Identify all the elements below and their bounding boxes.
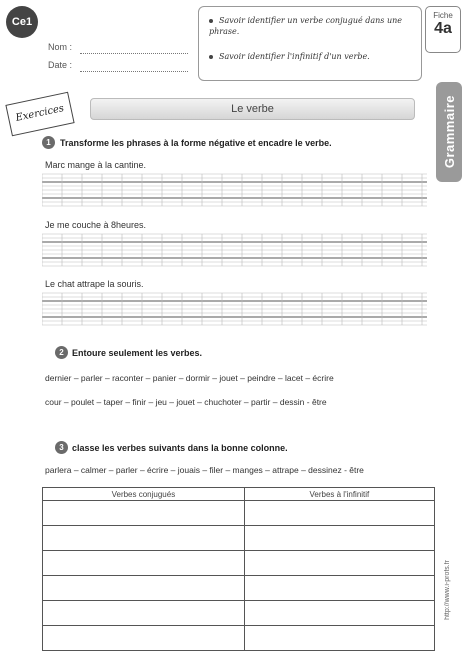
classification-table [42,487,435,651]
table-cell[interactable] [43,601,245,626]
bullet-icon [209,19,213,23]
date-field[interactable] [80,70,188,72]
objective-1: Savoir identifier un verbe conjugué dans une phrase. [209,16,402,36]
table-row [43,576,435,601]
table-cell[interactable] [244,601,434,626]
table-cell[interactable] [43,501,245,526]
page-title: Le verbe [231,103,274,115]
fiche-label: Fiche [433,11,453,20]
date-label: Date : [48,60,73,70]
writing-lines-3[interactable] [42,291,427,327]
fiche-box [425,6,461,53]
objective-2: Savoir identifier l'infinitif d'un verbe. [209,51,409,62]
exercise-2-instruction: Entoure seulement les verbes. [72,348,203,358]
exercise-1-sentence-3: Le chat attrape la souris. [45,279,144,289]
table-cell[interactable] [244,576,434,601]
exercise-3-number: 3 [55,441,68,454]
table-cell[interactable] [43,526,245,551]
exercise-1-sentence-1: Marc mange à la cantine. [45,160,147,170]
exercise-2-words-line-2[interactable]: cour – poulet – taper – finir – jeu – jouet – chuchoter – partir – dessin - être [45,397,327,407]
table-cell[interactable] [43,576,245,601]
table-cell[interactable] [244,501,434,526]
table-cell[interactable] [43,551,245,576]
fiche-code: 4a [434,20,452,37]
table-row [43,626,435,651]
table-cell[interactable] [244,626,434,651]
footer-url: http://www.i-profs.fr [444,560,451,620]
subject-sidebar [436,82,462,182]
table-cell[interactable] [244,551,434,576]
table-row [43,501,435,526]
level-badge: Ce1 [6,6,38,38]
exercise-3-instruction: classe les verbes suivants dans la bonne colonne. [72,443,288,453]
column-header-infinitive: Verbes à l'infinitif [244,488,434,501]
table-row [43,526,435,551]
subject-label: Grammaire [441,95,457,169]
exercise-3-words: parlera – calmer – parler – écrire – jouais – filer – manges – attrape – dessinez - être [45,465,364,475]
table-row [43,601,435,626]
column-header-conjugated: Verbes conjugués [43,488,245,501]
writing-lines-2[interactable] [42,232,427,268]
nom-label: Nom : [48,42,73,52]
exercise-2-number: 2 [55,346,68,359]
exercise-1-number: 1 [42,136,55,149]
exercices-stamp: Exercices [5,92,74,137]
title-bar [90,98,415,120]
exercise-2-words-line-1[interactable]: dernier – parler – raconter – panier – dormir – jouet – peindre – lacet – écrire [45,373,334,383]
objectives-box [198,6,422,81]
table-row [43,551,435,576]
writing-lines-1[interactable] [42,172,427,208]
exercise-1-instruction: Transforme les phrases à la forme négative et encadre le verbe. [60,138,332,148]
exercise-1-sentence-2: Je me couche à 8heures. [45,220,147,230]
nom-field[interactable] [80,52,188,54]
table-cell[interactable] [244,526,434,551]
bullet-icon [209,55,213,59]
table-cell[interactable] [43,626,245,651]
